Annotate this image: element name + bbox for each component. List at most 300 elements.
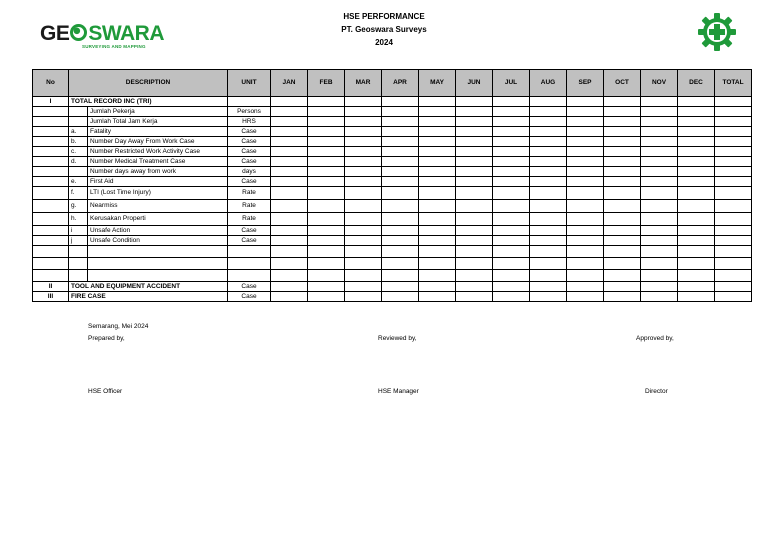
column-header-may: MAY <box>419 70 456 97</box>
row-unit <box>228 97 271 107</box>
row-unit: Case <box>228 226 271 236</box>
row-number <box>33 117 69 127</box>
value-cell-jun <box>456 137 493 147</box>
value-cell-may <box>419 200 456 213</box>
table-row <box>33 200 752 213</box>
row-number <box>33 157 69 167</box>
value-cell-jan <box>271 282 308 292</box>
prepared-role: HSE Officer <box>88 388 123 395</box>
value-cell-may <box>419 213 456 226</box>
row-number: I <box>33 97 69 107</box>
row-number <box>33 226 69 236</box>
value-cell-jul <box>493 177 530 187</box>
value-cell-nov <box>641 117 678 127</box>
value-cell-sep <box>567 147 604 157</box>
row-unit: Case <box>228 137 271 147</box>
column-header-apr: APR <box>382 70 419 97</box>
value-cell-nov <box>641 147 678 157</box>
value-cell-dec <box>678 187 715 200</box>
value-cell-dec <box>678 107 715 117</box>
row-description: Number Restricted Work Activity Case <box>88 147 228 157</box>
table-row <box>33 226 752 236</box>
row-unit: Case <box>228 282 271 292</box>
value-cell-feb <box>308 177 345 187</box>
table-row <box>33 258 752 270</box>
value-cell-oct <box>604 97 641 107</box>
value-cell-may <box>419 137 456 147</box>
row-description <box>88 246 228 258</box>
value-cell-jan <box>271 117 308 127</box>
table-row <box>33 177 752 187</box>
place-date: Semarang, Mei 2024 <box>88 323 149 330</box>
table-row <box>33 270 752 282</box>
row-number: II <box>33 282 69 292</box>
value-cell-may <box>419 282 456 292</box>
table-row <box>33 137 752 147</box>
value-cell-oct <box>604 282 641 292</box>
value-cell-feb <box>308 258 345 270</box>
value-cell-oct <box>604 246 641 258</box>
value-cell-may <box>419 107 456 117</box>
value-cell-feb <box>308 282 345 292</box>
value-cell-dec <box>678 147 715 157</box>
logo-text-part2: SWARA <box>88 22 165 45</box>
table-row <box>33 107 752 117</box>
value-cell-apr <box>382 226 419 236</box>
value-cell-total <box>715 258 752 270</box>
table-row <box>33 97 752 107</box>
row-unit: Rate <box>228 200 271 213</box>
value-cell-nov <box>641 236 678 246</box>
reviewed-by-label: Reviewed by, <box>378 335 417 342</box>
value-cell-jul <box>493 292 530 302</box>
table-row <box>33 117 752 127</box>
value-cell-aug <box>530 127 567 137</box>
row-sub-index: a. <box>69 127 88 137</box>
title-line-2: PT. Geoswara Surveys <box>341 25 427 34</box>
value-cell-mar <box>345 167 382 177</box>
row-description: FIRE CASE <box>69 292 228 302</box>
value-cell-oct <box>604 258 641 270</box>
row-unit <box>228 246 271 258</box>
value-cell-jun <box>456 292 493 302</box>
value-cell-aug <box>530 236 567 246</box>
value-cell-feb <box>308 137 345 147</box>
row-sub-index <box>69 117 88 127</box>
value-cell-oct <box>604 127 641 137</box>
hse-performance-table <box>32 69 752 302</box>
value-cell-oct <box>604 187 641 200</box>
row-unit <box>228 270 271 282</box>
value-cell-may <box>419 270 456 282</box>
value-cell-jul <box>493 147 530 157</box>
value-cell-jul <box>493 236 530 246</box>
value-cell-apr <box>382 270 419 282</box>
value-cell-jun <box>456 187 493 200</box>
row-unit: Case <box>228 127 271 137</box>
value-cell-aug <box>530 270 567 282</box>
value-cell-feb <box>308 270 345 282</box>
table-body <box>33 97 752 302</box>
row-description: Number Medical Treatment Case <box>88 157 228 167</box>
value-cell-jun <box>456 258 493 270</box>
value-cell-aug <box>530 187 567 200</box>
row-number <box>33 177 69 187</box>
value-cell-jan <box>271 107 308 117</box>
table-row <box>33 282 752 292</box>
row-unit: Rate <box>228 213 271 226</box>
row-description: Jumlah Pekerja <box>88 107 228 117</box>
value-cell-aug <box>530 137 567 147</box>
value-cell-nov <box>641 127 678 137</box>
row-description: First Aid <box>88 177 228 187</box>
row-number <box>33 258 69 270</box>
value-cell-aug <box>530 107 567 117</box>
column-header-nov: NOV <box>641 70 678 97</box>
value-cell-apr <box>382 258 419 270</box>
logo-tagline: SURVEYING AND MAPPING <box>82 44 146 49</box>
value-cell-apr <box>382 107 419 117</box>
column-header-description: DESCRIPTION <box>69 70 228 97</box>
row-unit <box>228 258 271 270</box>
value-cell-mar <box>345 200 382 213</box>
value-cell-jun <box>456 213 493 226</box>
value-cell-nov <box>641 213 678 226</box>
value-cell-sep <box>567 137 604 147</box>
value-cell-dec <box>678 200 715 213</box>
value-cell-nov <box>641 246 678 258</box>
row-description: TOTAL RECORD INC (TRI) <box>69 97 228 107</box>
value-cell-apr <box>382 246 419 258</box>
value-cell-jan <box>271 258 308 270</box>
value-cell-total <box>715 270 752 282</box>
value-cell-sep <box>567 226 604 236</box>
value-cell-nov <box>641 107 678 117</box>
value-cell-feb <box>308 292 345 302</box>
value-cell-apr <box>382 147 419 157</box>
value-cell-mar <box>345 187 382 200</box>
value-cell-apr <box>382 157 419 167</box>
value-cell-oct <box>604 107 641 117</box>
table-row <box>33 127 752 137</box>
value-cell-mar <box>345 236 382 246</box>
value-cell-sep <box>567 282 604 292</box>
value-cell-dec <box>678 236 715 246</box>
value-cell-feb <box>308 200 345 213</box>
value-cell-jun <box>456 127 493 137</box>
value-cell-jan <box>271 187 308 200</box>
value-cell-may <box>419 236 456 246</box>
column-header-aug: AUG <box>530 70 567 97</box>
value-cell-aug <box>530 282 567 292</box>
column-header-jun: JUN <box>456 70 493 97</box>
value-cell-may <box>419 177 456 187</box>
value-cell-total <box>715 137 752 147</box>
value-cell-feb <box>308 127 345 137</box>
column-header-dec: DEC <box>678 70 715 97</box>
value-cell-apr <box>382 213 419 226</box>
row-sub-index: d. <box>69 157 88 167</box>
approved-role: Director <box>645 388 668 395</box>
value-cell-total <box>715 107 752 117</box>
row-sub-index: g. <box>69 200 88 213</box>
row-number <box>33 236 69 246</box>
row-description: Fatality <box>88 127 228 137</box>
title-line-3: 2024 <box>375 38 393 47</box>
row-number <box>33 107 69 117</box>
value-cell-oct <box>604 147 641 157</box>
table-row <box>33 147 752 157</box>
value-cell-nov <box>641 167 678 177</box>
value-cell-mar <box>345 117 382 127</box>
value-cell-jul <box>493 200 530 213</box>
value-cell-sep <box>567 246 604 258</box>
row-description: Unsafe Condition <box>88 236 228 246</box>
value-cell-total <box>715 236 752 246</box>
value-cell-sep <box>567 177 604 187</box>
value-cell-jul <box>493 107 530 117</box>
prepared-by-label: Prepared by, <box>88 335 125 342</box>
value-cell-total <box>715 147 752 157</box>
row-number <box>33 213 69 226</box>
value-cell-jun <box>456 167 493 177</box>
logo-text-part1: GE <box>40 22 70 45</box>
value-cell-oct <box>604 292 641 302</box>
value-cell-jul <box>493 282 530 292</box>
value-cell-may <box>419 117 456 127</box>
value-cell-may <box>419 292 456 302</box>
row-unit: Case <box>228 157 271 167</box>
value-cell-total <box>715 200 752 213</box>
value-cell-aug <box>530 258 567 270</box>
column-header-oct: OCT <box>604 70 641 97</box>
value-cell-oct <box>604 117 641 127</box>
value-cell-dec <box>678 270 715 282</box>
value-cell-total <box>715 282 752 292</box>
value-cell-oct <box>604 137 641 147</box>
value-cell-aug <box>530 226 567 236</box>
value-cell-oct <box>604 167 641 177</box>
row-description: Jumlah Total Jam Kerja <box>88 117 228 127</box>
value-cell-jan <box>271 246 308 258</box>
value-cell-mar <box>345 97 382 107</box>
value-cell-jan <box>271 137 308 147</box>
value-cell-jun <box>456 147 493 157</box>
table-row <box>33 292 752 302</box>
value-cell-jun <box>456 177 493 187</box>
value-cell-jul <box>493 127 530 137</box>
value-cell-dec <box>678 226 715 236</box>
value-cell-mar <box>345 282 382 292</box>
value-cell-mar <box>345 127 382 137</box>
value-cell-jan <box>271 157 308 167</box>
value-cell-nov <box>641 157 678 167</box>
row-unit: Rate <box>228 187 271 200</box>
value-cell-sep <box>567 292 604 302</box>
value-cell-jan <box>271 226 308 236</box>
value-cell-total <box>715 187 752 200</box>
value-cell-dec <box>678 97 715 107</box>
row-number <box>33 127 69 137</box>
row-unit: Case <box>228 147 271 157</box>
value-cell-oct <box>604 213 641 226</box>
row-number <box>33 137 69 147</box>
row-description: Number days away from work <box>88 167 228 177</box>
value-cell-jul <box>493 226 530 236</box>
value-cell-mar <box>345 270 382 282</box>
value-cell-jun <box>456 270 493 282</box>
value-cell-apr <box>382 177 419 187</box>
value-cell-dec <box>678 137 715 147</box>
row-number <box>33 147 69 157</box>
value-cell-total <box>715 127 752 137</box>
value-cell-jan <box>271 177 308 187</box>
value-cell-feb <box>308 147 345 157</box>
value-cell-sep <box>567 258 604 270</box>
document-title <box>284 10 484 49</box>
row-description: Number Day Away From Work Case <box>88 137 228 147</box>
value-cell-total <box>715 167 752 177</box>
row-unit: Case <box>228 177 271 187</box>
row-number <box>33 270 69 282</box>
column-header-mar: MAR <box>345 70 382 97</box>
row-description: Unsafe Action <box>88 226 228 236</box>
value-cell-feb <box>308 167 345 177</box>
value-cell-dec <box>678 167 715 177</box>
value-cell-apr <box>382 117 419 127</box>
value-cell-jul <box>493 213 530 226</box>
value-cell-apr <box>382 127 419 137</box>
value-cell-feb <box>308 107 345 117</box>
row-sub-index: e. <box>69 177 88 187</box>
value-cell-feb <box>308 187 345 200</box>
value-cell-jul <box>493 246 530 258</box>
value-cell-may <box>419 226 456 236</box>
reviewed-role: HSE Manager <box>378 388 419 395</box>
value-cell-apr <box>382 97 419 107</box>
value-cell-may <box>419 97 456 107</box>
row-unit: Case <box>228 236 271 246</box>
value-cell-total <box>715 97 752 107</box>
value-cell-mar <box>345 107 382 117</box>
value-cell-may <box>419 157 456 167</box>
value-cell-sep <box>567 117 604 127</box>
value-cell-feb <box>308 213 345 226</box>
value-cell-oct <box>604 200 641 213</box>
value-cell-sep <box>567 236 604 246</box>
row-sub-index <box>69 270 88 282</box>
value-cell-aug <box>530 147 567 157</box>
row-sub-index <box>69 246 88 258</box>
row-description <box>88 270 228 282</box>
row-sub-index <box>69 107 88 117</box>
value-cell-sep <box>567 270 604 282</box>
value-cell-sep <box>567 167 604 177</box>
value-cell-jun <box>456 97 493 107</box>
value-cell-sep <box>567 157 604 167</box>
value-cell-jun <box>456 107 493 117</box>
value-cell-apr <box>382 167 419 177</box>
value-cell-jun <box>456 157 493 167</box>
value-cell-jul <box>493 258 530 270</box>
value-cell-apr <box>382 236 419 246</box>
row-unit: HRS <box>228 117 271 127</box>
row-unit: Persons <box>228 107 271 117</box>
approved-by-label: Approved by, <box>636 335 674 342</box>
value-cell-jun <box>456 246 493 258</box>
value-cell-aug <box>530 157 567 167</box>
value-cell-mar <box>345 177 382 187</box>
value-cell-total <box>715 292 752 302</box>
value-cell-mar <box>345 137 382 147</box>
value-cell-sep <box>567 200 604 213</box>
value-cell-sep <box>567 213 604 226</box>
table-row <box>33 236 752 246</box>
row-unit: Case <box>228 292 271 302</box>
value-cell-nov <box>641 177 678 187</box>
value-cell-nov <box>641 187 678 200</box>
value-cell-total <box>715 177 752 187</box>
value-cell-jul <box>493 270 530 282</box>
value-cell-feb <box>308 236 345 246</box>
value-cell-feb <box>308 117 345 127</box>
globe-icon <box>70 24 87 41</box>
value-cell-total <box>715 213 752 226</box>
value-cell-dec <box>678 213 715 226</box>
value-cell-aug <box>530 167 567 177</box>
value-cell-jun <box>456 282 493 292</box>
value-cell-dec <box>678 282 715 292</box>
value-cell-nov <box>641 292 678 302</box>
value-cell-feb <box>308 226 345 236</box>
value-cell-nov <box>641 137 678 147</box>
row-sub-index: b. <box>69 137 88 147</box>
value-cell-jun <box>456 117 493 127</box>
value-cell-nov <box>641 97 678 107</box>
value-cell-dec <box>678 117 715 127</box>
column-header-sep: SEP <box>567 70 604 97</box>
value-cell-nov <box>641 200 678 213</box>
value-cell-nov <box>641 282 678 292</box>
table-row <box>33 187 752 200</box>
value-cell-jan <box>271 292 308 302</box>
column-header-total: TOTAL <box>715 70 752 97</box>
value-cell-dec <box>678 246 715 258</box>
value-cell-jul <box>493 167 530 177</box>
value-cell-dec <box>678 258 715 270</box>
value-cell-jan <box>271 97 308 107</box>
row-sub-index: i <box>69 226 88 236</box>
value-cell-jan <box>271 236 308 246</box>
value-cell-mar <box>345 157 382 167</box>
row-description <box>88 258 228 270</box>
row-number <box>33 167 69 177</box>
table-row <box>33 157 752 167</box>
value-cell-mar <box>345 213 382 226</box>
row-number <box>33 246 69 258</box>
value-cell-may <box>419 167 456 177</box>
column-header-no: No <box>33 70 69 97</box>
row-sub-index: c. <box>69 147 88 157</box>
value-cell-dec <box>678 292 715 302</box>
value-cell-aug <box>530 292 567 302</box>
value-cell-apr <box>382 137 419 147</box>
value-cell-nov <box>641 258 678 270</box>
value-cell-may <box>419 127 456 137</box>
title-line-1: HSE PERFORMANCE <box>343 12 425 21</box>
value-cell-aug <box>530 200 567 213</box>
value-cell-mar <box>345 258 382 270</box>
